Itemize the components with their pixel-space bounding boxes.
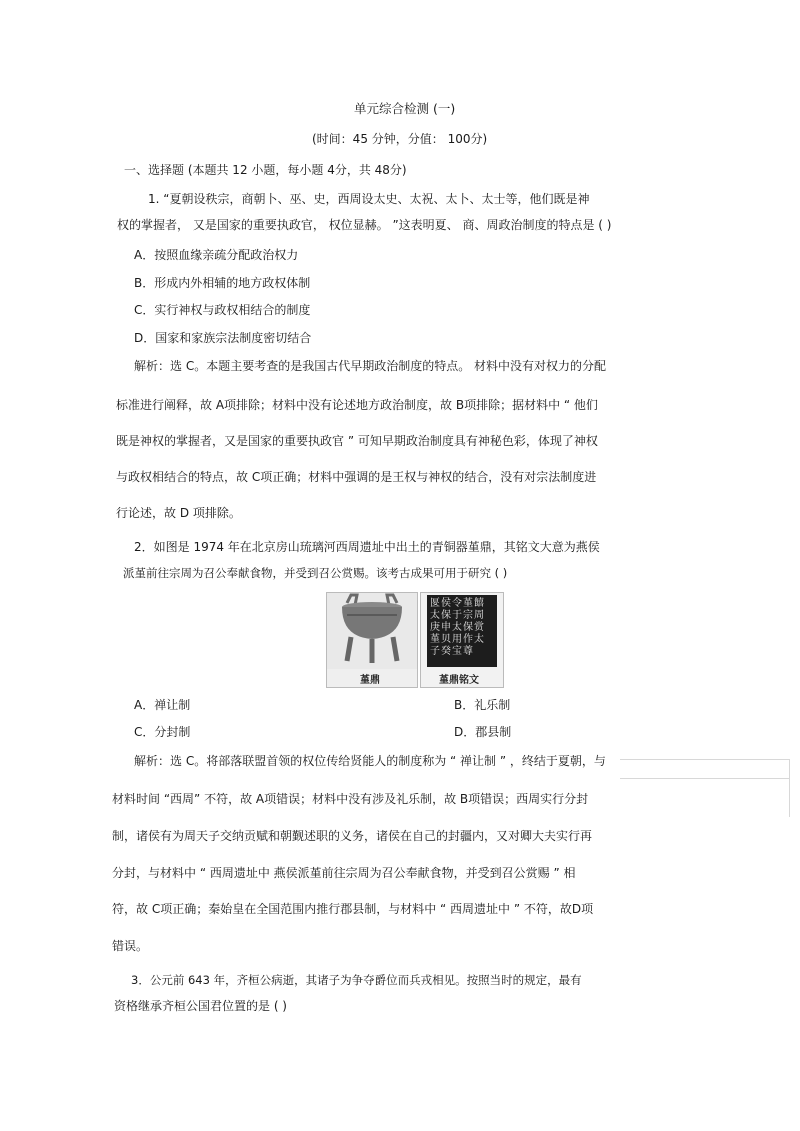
- faint-table-rule: [620, 759, 790, 760]
- question-stem: 3．公元前 643 年，齐桓公病逝，其诸子为争夺爵位而兵戎相见。按照当时的规定，最有: [131, 973, 582, 987]
- option-c: C．实行神权与政权相结合的制度: [134, 303, 311, 317]
- question-stem: 1. “夏朝设秩宗，商朝卜、巫、史，西周设太史、太祝、太卜、太士等，他们既是神: [148, 192, 590, 206]
- option-c: C．分封制: [134, 725, 191, 739]
- page-title: 单元综合检测 (一): [354, 101, 456, 116]
- analysis-line: 解析：选 C。本题主要考查的是我国古代早期政治制度的特点。 材料中没有对权力的分配: [134, 359, 607, 373]
- option-b: B．形成内外相辅的地方政权体制: [134, 276, 311, 290]
- analysis-line: 材料时间 “西周” 不符，故 A项错误；材料中没有涉及礼乐制，故 B项错误；西周实行分封: [112, 792, 589, 806]
- figure-caption-left: 堇鼎: [360, 675, 380, 686]
- inscription-rubbing-image: [420, 592, 504, 688]
- ding-vessel-icon: [327, 593, 417, 669]
- analysis-line: 行论述，故 D 项排除。: [116, 506, 241, 520]
- question-stem: 权的掌握者， 又是国家的重要执政官， 权位显赫。 ”这表明夏、 商、周政治制度的特点是 ( ): [117, 218, 612, 232]
- section-heading: 一、选择题 (本题共 12 小题，每小题 4分，共 48分): [124, 163, 407, 177]
- analysis-line: 制，诸侯有为周天子交纳贡赋和朝觐述职的义务，诸侯在自己的封疆内，又对卿大夫实行再: [112, 829, 593, 843]
- analysis-line: 符，故 C项正确；秦始皇在全国范围内推行郡县制，与材料中 “ 西周遗址中 ” 不符，故D项: [112, 902, 594, 916]
- analysis-line: 与政权相结合的特点，故 C项正确；材料中强调的是王权与神权的结合，没有对宗法制度进: [116, 470, 597, 484]
- question-stem: 资格继承齐桓公国君位置的是 ( ): [114, 999, 287, 1013]
- inscription-text: 匽侯令堇饎太保于宗周庚申太保赏堇贝用作太子癸宝尊: [430, 598, 485, 657]
- question-stem: 2．如图是 1974 年在北京房山琉璃河西周遗址中出土的青铜器堇鼎，其铭文大意为燕侯: [134, 540, 600, 554]
- option-d: D．郡县制: [454, 725, 512, 739]
- page-subtitle: (时间：45 分钟，分值： 100分): [312, 132, 488, 146]
- bronze-ding-image: [326, 592, 418, 688]
- option-b: B．礼乐制: [454, 698, 511, 712]
- faint-table-rule: [620, 778, 790, 779]
- analysis-line: 标准进行阐释，故 A项排除；材料中没有论述地方政治制度，故 B项排除；据材料中 “ 他们: [116, 398, 598, 412]
- option-a: A．禅让制: [134, 698, 191, 712]
- option-d: D．国家和家族宗法制度密切结合: [134, 331, 312, 345]
- analysis-line: 分封，与材料中 “ 西周遗址中 燕侯派堇前往宗周为召公奉献食物，并受到召公赏赐 ” 相: [112, 866, 576, 880]
- option-a: A．按照血缘亲疏分配政治权力: [134, 248, 299, 262]
- analysis-line: 既是神权的掌握者，又是国家的重要执政官 ” 可知早期政治制度具有神秘色彩，体现了神权: [116, 434, 598, 448]
- analysis-line: 解析：选 C。将部落联盟首领的权位传给贤能人的制度称为 “ 禅让制 ” ，终结于夏朝，与: [134, 754, 606, 768]
- figure-caption-right: 堇鼎铭文: [439, 675, 479, 686]
- faint-table-rule: [789, 759, 790, 817]
- analysis-line: 错误。: [112, 939, 149, 953]
- question-stem: 派堇前往宗周为召公奉献食物，并受到召公赏赐。该考古成果可用于研究 ( ): [123, 566, 508, 580]
- rubbing-panel: [427, 595, 497, 667]
